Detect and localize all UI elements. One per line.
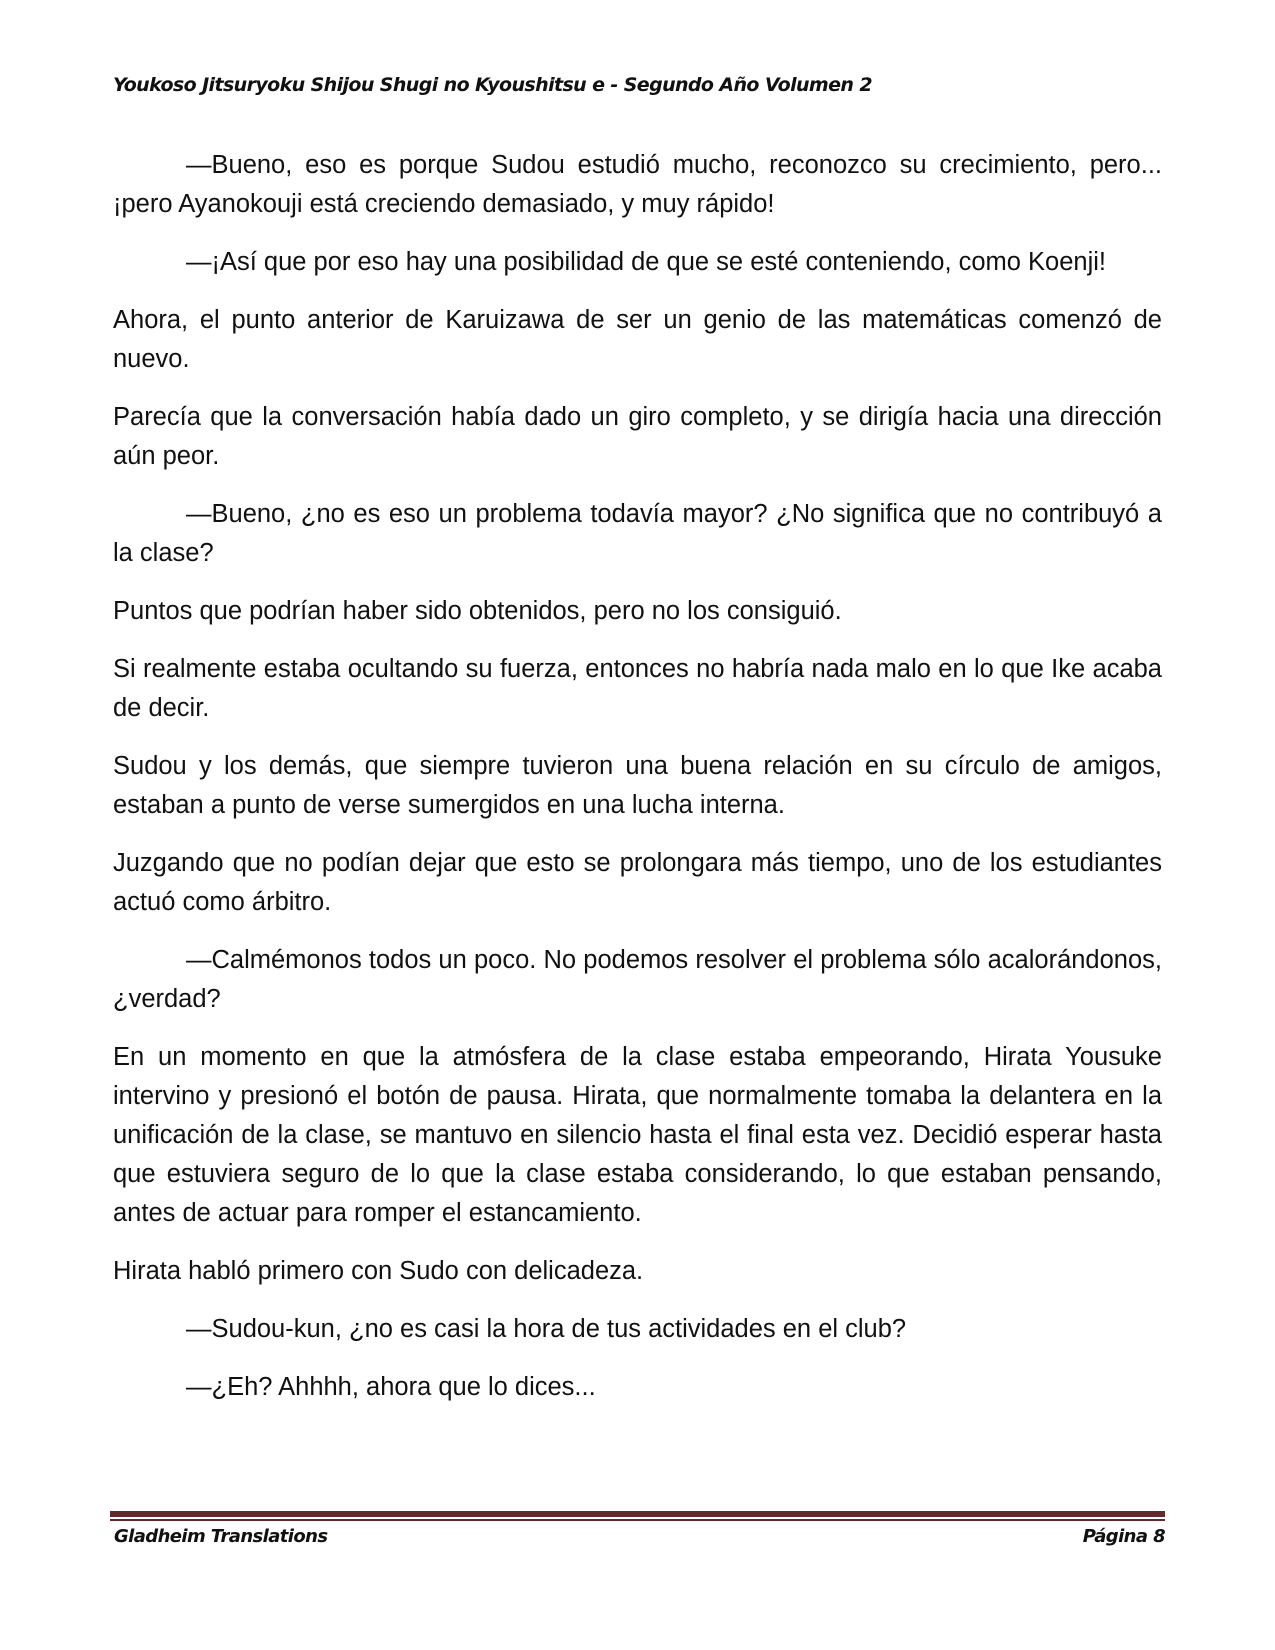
dialogue-paragraph: —Bueno, eso es porque Sudou estudió mucho, reconozco su crecimiento, pero... ¡pero Ayanokouji está creciendo demasiado, y muy rápido! [113,151,1162,218]
footer-publisher: Gladheim Translations [114,1526,328,1547]
narration-paragraph: Hirata habló primero con Sudo con delicadeza. [113,1257,644,1285]
narration-paragraph: Juzgando que no podían dejar que esto se prolongara más tiempo, uno de los estudiantes actuó como árbitro. [113,849,1162,916]
narration-paragraph: Sudou y los demás, que siempre tuvieron una buena relación en su círculo de amigos, estaban a punto de verse sumergidos en una lucha interna. [113,752,1162,819]
footer-rule [110,1511,1165,1517]
running-header: Youkoso Jitsuryoku Shijou Shugi no Kyoushitsu e - Segundo Año Volumen 2 [113,74,872,96]
dialogue-paragraph: —¡Así que por eso hay una posibilidad de que se esté conteniendo, como Koenji! [186,248,1107,276]
dialogue-paragraph: —Sudou-kun, ¿no es casi la hora de tus actividades en el club? [186,1315,907,1343]
narration-paragraph: En un momento en que la atmósfera de la clase estaba empeorando, Hirata Yousuke intervino y presionó el botón de pausa. Hirata, que normalmente tomaba la delantera en la unificación de la clase, se mantuvo en silencio hasta el final esta vez. Decidió esperar hasta que estuviera seguro de lo que la clase estaba considerando, lo que estaban pensando, antes de actuar para romper el estancamiento. [113,1043,1162,1227]
footer-rule-thin [110,1519,1165,1521]
dialogue-paragraph: —¿Eh? Ahhhh, ahora que lo dices... [186,1373,596,1401]
narration-paragraph: Parecía que la conversación había dado un giro completo, y se dirigía hacia una dirección aún peor. [113,403,1162,470]
narration-paragraph: Si realmente estaba ocultando su fuerza, entonces no habría nada malo en lo que Ike acaba de decir. [113,655,1162,722]
narration-paragraph: Puntos que podrían haber sido obtenidos, pero no los consiguió. [113,597,842,625]
dialogue-paragraph: —Bueno, ¿no es eso un problema todavía mayor? ¿No significa que no contribuyó a la clase? [113,500,1162,567]
page-body [113,146,1162,1426]
page-number: Página 8 [1082,1526,1165,1547]
narration-paragraph: Ahora, el punto anterior de Karuizawa de ser un genio de las matemáticas comenzó de nuevo. [113,306,1162,373]
dialogue-paragraph: —Calmémonos todos un poco. No podemos resolver el problema sólo acalorándonos, ¿verdad? [113,946,1162,1013]
